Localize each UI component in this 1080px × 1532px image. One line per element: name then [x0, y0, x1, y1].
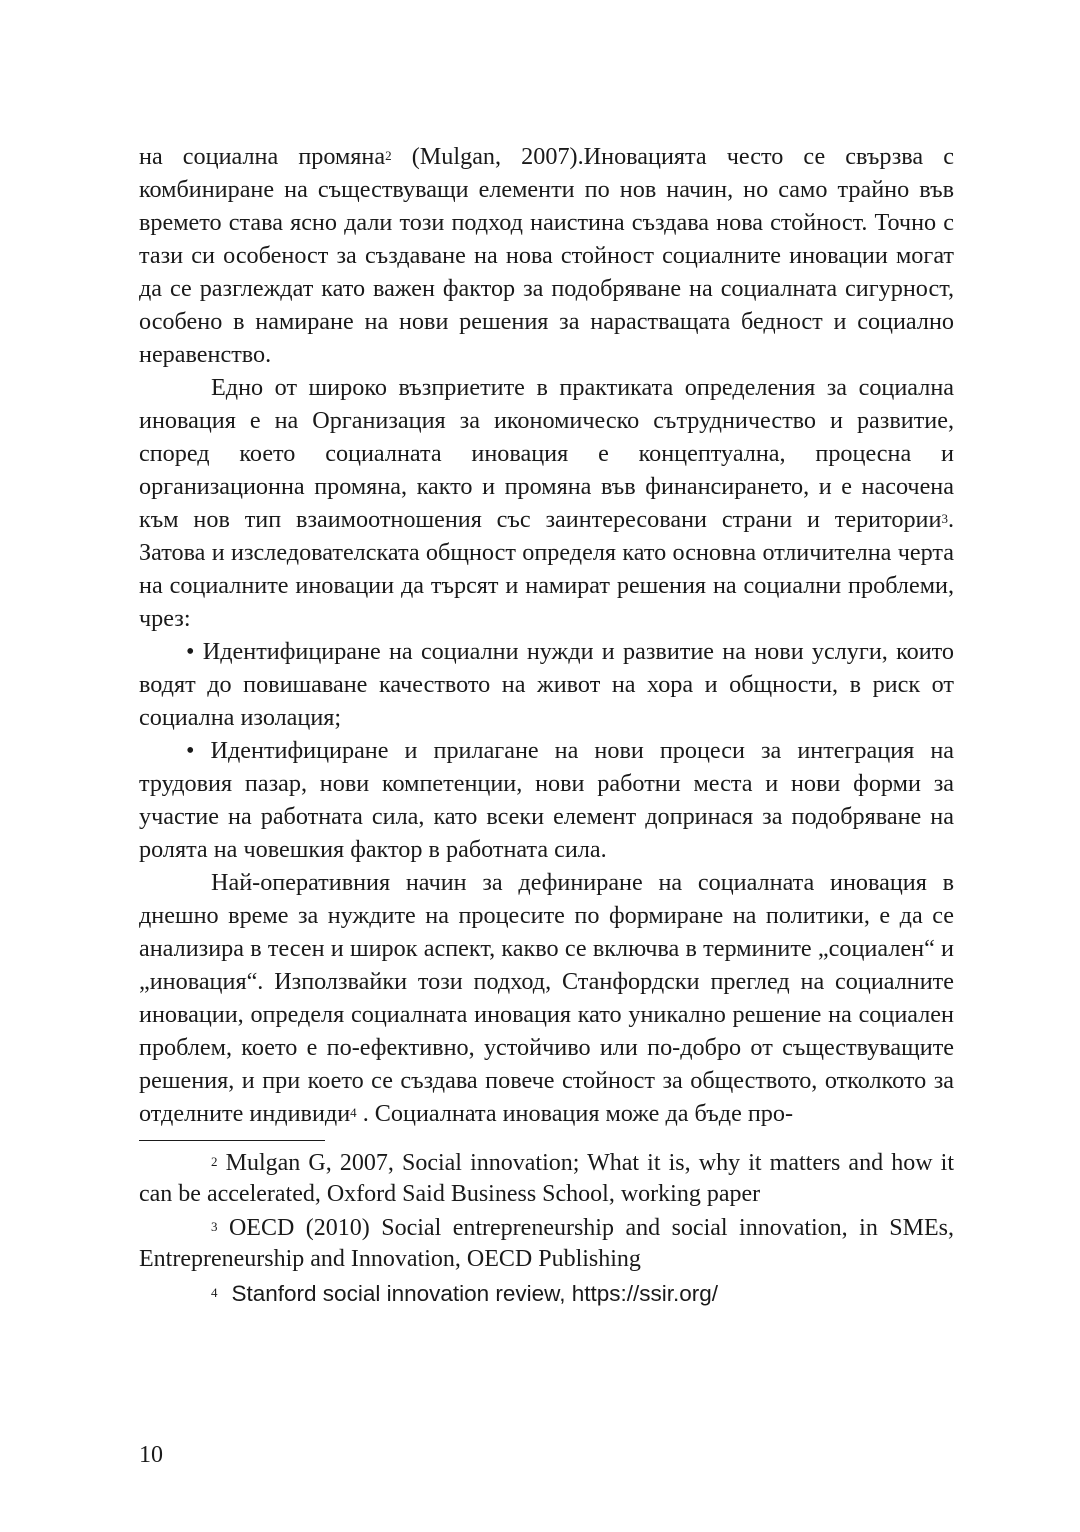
paragraph-text: . Социалната иновация може да бъде про-	[356, 1100, 794, 1127]
paragraph-3	[139, 866, 954, 1130]
bullet-item-1: • Идентифициране на социални нужди и развитие на нови услуги, които водят до повишаване качеството на живот на хора и общности, в риск от социална изолация;	[139, 638, 954, 731]
footnote-4	[139, 1278, 954, 1309]
paragraph-text: Най-оперативния начин за дефиниране на социалната иновация в днешно време за нуждите на процесите по формиране на политики, е да се анализира в тесен и широк аспект, какво се включва в термините „социален“ и „иновация“. Използвайки този подход, Станфордски преглед на социалните иновации, определя социалната иновация като уникално решение на социален проблем, което е по-ефективно, устойчиво или по-добро от съществуващите решения, и при което се създава повече стойност за обществото, отколкото за отделните индивиди	[139, 869, 954, 1127]
footnote-number: 4	[211, 1285, 218, 1300]
footnote-3	[139, 1213, 954, 1275]
footnote-number: 3	[211, 1219, 218, 1234]
paragraph-text: . Затова и изследователската общност определя като основна отличителна черта на социалните иновации да търсят и намират решения на социални проблеми, чрез:	[139, 506, 954, 632]
footnote-ref: 4	[350, 1105, 357, 1120]
footnote-2	[139, 1148, 954, 1210]
bullet-item-2: • Идентифициране и прилагане на нови процеси за интеграция на трудовия пазар, нови компетенции, нови работни места и нови форми за участие на работната сила, като всеки елемент допринася за подобряване на ролята на човешкия фактор в работната сила.	[139, 737, 954, 863]
page-content	[139, 140, 954, 1309]
footnote-number: 2	[211, 1154, 218, 1169]
paragraph-1	[139, 140, 954, 371]
paragraph-2	[139, 371, 954, 635]
page-number: 10	[139, 1442, 163, 1468]
paragraph-text: Едно от широко възприетите в практиката определения за социална иновация е на Организация за икономическо сътрудничество и развитие, според което социалната иновация е концептуална, процесна и организационна промяна, както и промяна във финансирането, и е насочена към нов тип взаимоотношения със заинтересовани страни и територии	[139, 374, 954, 533]
footnote-separator	[139, 1140, 325, 1141]
footnote-text: OECD (2010) Social entrepreneurship and social innovation, in SMEs, Entrepreneurship and Innovation, OECD Publishing	[139, 1215, 954, 1272]
footnote-ref: 2	[385, 148, 392, 163]
footnote-text: Mulgan G, 2007, Social innovation; What it is, why it matters and how it can be accelerated, Oxford Said Business School, working paper	[139, 1150, 954, 1207]
footnote-text: Stanford social innovation review, https://ssir.org/	[231, 1281, 718, 1306]
paragraph-text: на социална промяна	[139, 143, 386, 170]
paragraph-text: (Mulgan, 2007).Иновацията често се свързва с комбиниране на съществуващи елементи по нов начин, но само трайно във времето става ясно дали този подход наистина създава нова стойност. Точно с тази си особеност за създаване на нова стойност социалните иновации могат да се разглеждат като важен фактор за подобряване на социалната сигурност, особено в намиране на нови решения за нарастващата бедност и социално неравенство.	[139, 143, 954, 368]
footnote-ref: 3	[941, 511, 948, 526]
